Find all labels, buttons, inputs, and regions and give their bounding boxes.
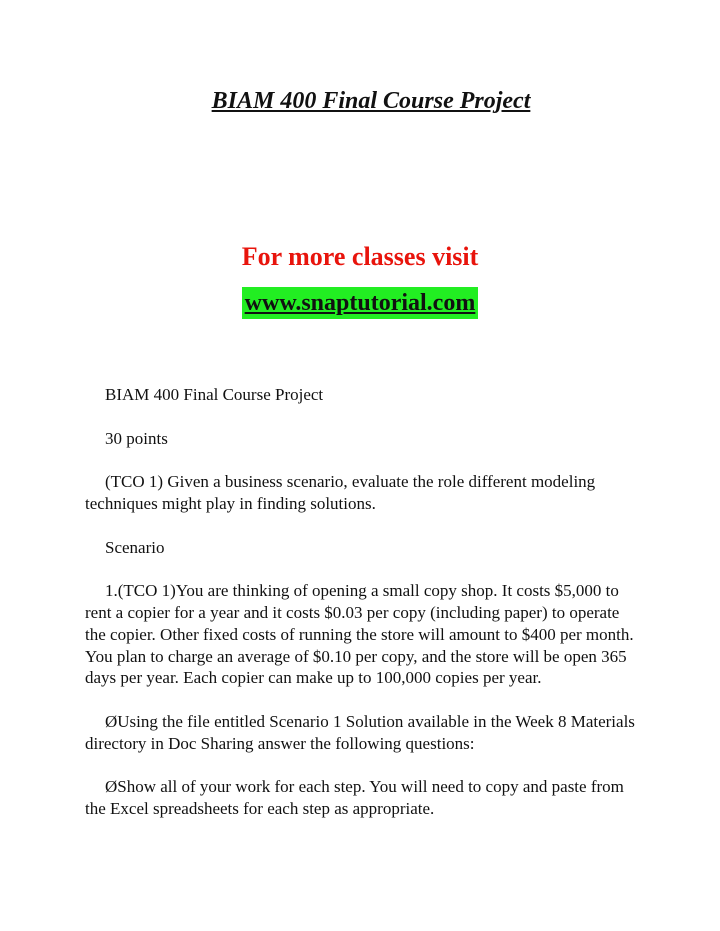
paragraph-course-title: BIAM 400 Final Course Project <box>105 385 324 404</box>
paragraph-points: 30 points <box>105 428 168 448</box>
document-title: BIAM 400 Final Course Project <box>211 88 531 114</box>
paragraph-scenario-heading: Scenario <box>105 537 165 557</box>
paragraph-instruction-file: ØUsing the file entitled Scenario 1 Solution available in the Week 8 Materials directory in Doc Sharing answer the following questions: <box>85 711 635 753</box>
promo-text: For more classes visit <box>241 242 479 271</box>
paragraph-tco: (TCO 1) Given a business scenario, evaluate the role different modeling techniques might play in finding solutions. <box>85 472 596 513</box>
promo-link[interactable]: www.snaptutorial.com <box>242 287 479 319</box>
promo-link-container <box>0 287 720 319</box>
paragraph-instruction-work: ØShow all of your work for each step. You will need to copy and paste from the Excel spreadsheets for each step as appropriate. <box>85 777 624 819</box>
document-body <box>85 384 635 842</box>
paragraph-scenario-description: 1.(TCO 1)You are thinking of opening a small copy shop. It costs $5,000 to rent a copier for a year and it costs $0.03 per copy (including paper) to operate the copier. Other fixed costs of running the store will amount to $400 per month. You plan to charge an average of $0.10 per copy, and the store will be open 365 days per year. Each copier can make up to 100,000 copies per year. <box>85 581 634 688</box>
